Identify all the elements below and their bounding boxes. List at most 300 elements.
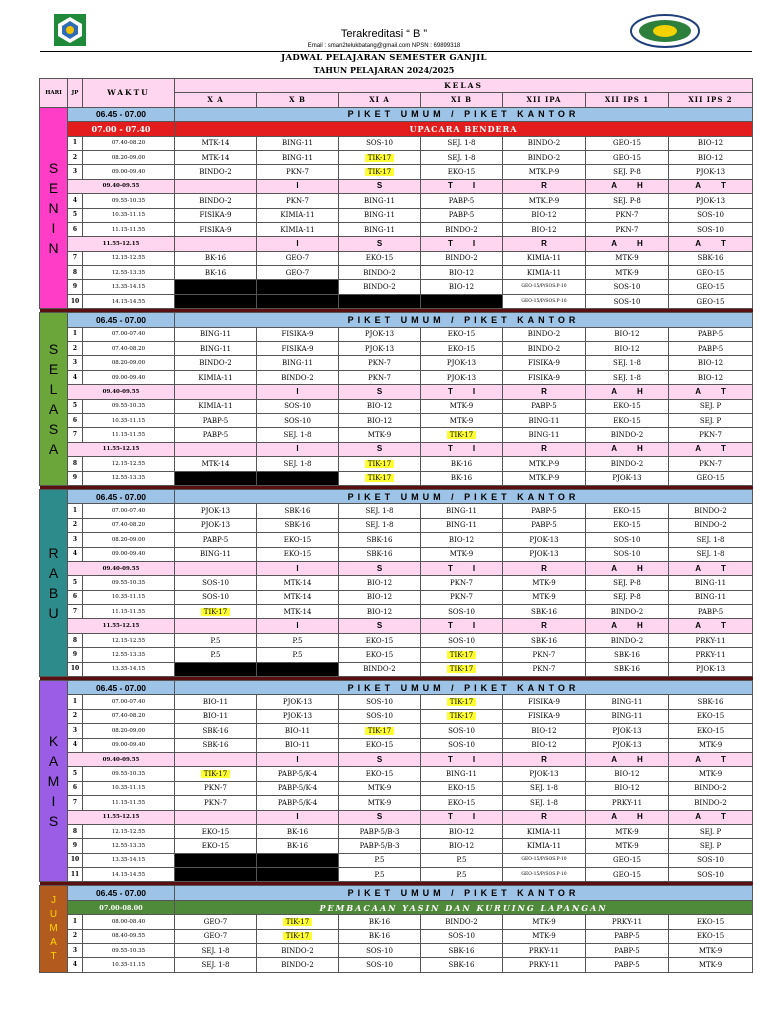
subject-cell: SEJ. 1-8	[669, 533, 753, 547]
day-letter: I	[51, 220, 56, 237]
subject-cell: SOS-10	[669, 222, 753, 236]
subject-cell: SOS-10	[421, 724, 503, 738]
istirahat-letter: S	[376, 238, 383, 248]
subject-cell: P.5	[175, 648, 257, 662]
period-number: 2	[68, 518, 83, 532]
subject-cell: PJOK-13	[339, 342, 421, 356]
schedule-row	[40, 662, 753, 676]
period-number: 1	[68, 327, 83, 341]
empty-cell	[175, 471, 257, 485]
istirahat-letter: H	[637, 238, 643, 248]
istirahat-letter: I	[472, 812, 476, 822]
subject-cell: GEO-15/P/SOS.P-10	[503, 280, 586, 294]
schedule-row	[40, 824, 753, 838]
istirahat-cell	[175, 179, 257, 193]
subject-cell: PJOK-13	[503, 533, 586, 547]
class-header: XII IPS 1	[586, 93, 669, 107]
istirahat-letter: A	[695, 238, 701, 248]
subject-cell: BINDO-2	[503, 342, 586, 356]
highlight-mark: TIK-17	[201, 608, 230, 616]
subject-cell: EKO-15	[339, 633, 421, 647]
subject-cell: SEJ. P	[669, 824, 753, 838]
istirahat-cell	[257, 810, 339, 824]
schedule-row	[40, 648, 753, 662]
time-cell: 10.35-11.15	[83, 590, 175, 604]
subject-cell: EKO-15	[339, 738, 421, 752]
istirahat-cell	[503, 442, 586, 456]
subject-cell: PKN-7	[339, 356, 421, 370]
period-number: 3	[68, 356, 83, 370]
subject-cell: PKN-7	[503, 648, 586, 662]
subject-cell: MTK-14	[257, 576, 339, 590]
day-label-selasa	[40, 313, 68, 486]
subject-cell: BK-16	[421, 471, 503, 485]
schedule-row	[40, 457, 753, 471]
subject-cell: SBK-16	[586, 662, 669, 676]
subject-cell: BINDO-2	[175, 356, 257, 370]
schedule-row	[40, 590, 753, 604]
istirahat-letter: S	[376, 444, 383, 454]
subject-cell: SEJ. 1-8	[586, 356, 669, 370]
subject-cell: BK-16	[257, 824, 339, 838]
subject-cell: SEJ. 1-8	[257, 428, 339, 442]
subject-cell: SBK-16	[339, 533, 421, 547]
break-time-cell: 11.55-12.15	[68, 442, 175, 456]
istirahat-letter: I	[296, 563, 299, 573]
subject-cell	[339, 457, 421, 471]
subject-cell: PKN-7	[257, 194, 339, 208]
period-number: 5	[68, 399, 83, 413]
subject-cell: SBK-16	[421, 944, 503, 958]
istirahat-letter: A	[695, 181, 701, 191]
schedule-row	[40, 767, 753, 781]
day-label-kamis	[40, 681, 68, 882]
period-number: 9	[68, 471, 83, 485]
schedule-row	[40, 724, 753, 738]
istirahat-letter: T	[447, 386, 453, 396]
time-cell: 12.15-12.55	[83, 251, 175, 265]
subject-cell: MTK-14	[257, 590, 339, 604]
subject-cell: KIMIA-11	[503, 824, 586, 838]
istirahat-cell	[175, 237, 257, 251]
empty-cell	[175, 868, 257, 882]
time-cell: 07.40-08.20	[83, 518, 175, 532]
subject-cell: PABP-5	[503, 399, 586, 413]
highlight-mark: TIK-17	[447, 431, 476, 439]
day-letter: M	[49, 923, 58, 935]
subject-cell: SEJ. 1-8	[421, 150, 503, 164]
subject-cell: BING-11	[339, 222, 421, 236]
istirahat-letter: S	[376, 563, 383, 573]
subject-cell: EKO-15	[339, 767, 421, 781]
subject-cell: MTK-14	[175, 150, 257, 164]
subject-cell: P.5	[421, 853, 503, 867]
subject-cell: BIO-12	[503, 208, 586, 222]
empty-cell	[175, 662, 257, 676]
istirahat-letter: A	[611, 621, 617, 631]
istirahat-cell	[339, 179, 421, 193]
schedule-row	[40, 504, 753, 518]
istirahat-letter: T	[447, 754, 453, 764]
time-cell: 13.35-14.15	[83, 853, 175, 867]
subject-cell: PABP-5	[586, 929, 669, 943]
subject-cell: BINDO-2	[503, 136, 586, 150]
table-header-row	[40, 79, 753, 93]
subject-cell: SOS-10	[586, 294, 669, 308]
day-letter: U	[49, 909, 58, 921]
subject-cell: BINDO-2	[339, 662, 421, 676]
hari-header: HARI	[40, 79, 68, 108]
istirahat-letter: S	[376, 812, 383, 822]
istirahat-letter: A	[611, 754, 617, 764]
subject-cell: EKO-15	[175, 824, 257, 838]
istirahat-cell	[257, 179, 339, 193]
subject-cell: BK-16	[421, 457, 503, 471]
period-number: 5	[68, 208, 83, 222]
class-header: X B	[257, 93, 339, 107]
subject-cell: FISIKA-9	[503, 370, 586, 384]
subject-cell: MTK.P-9	[503, 471, 586, 485]
subject-cell: SBK-16	[175, 724, 257, 738]
istirahat-letter: I	[472, 238, 476, 248]
piket-banner: PIKET UMUM / PIKET KANTOR	[175, 489, 753, 503]
istirahat-letter: I	[472, 181, 476, 191]
period-number: 9	[68, 839, 83, 853]
subject-cell: PKN-7	[257, 165, 339, 179]
subject-cell: FISIKA-9	[257, 327, 339, 341]
subject-cell	[421, 428, 503, 442]
subject-cell: BINDO-2	[669, 796, 753, 810]
period-number: 3	[68, 533, 83, 547]
subject-cell: MTK-9	[586, 839, 669, 853]
subject-cell: MTK-9	[421, 547, 503, 561]
subject-cell: SOS-10	[257, 399, 339, 413]
subject-cell: BK-16	[339, 929, 421, 943]
subject-cell: BK-16	[175, 266, 257, 280]
subject-cell: SBK-16	[339, 547, 421, 561]
empty-cell	[339, 294, 421, 308]
accreditation-text: Terakreditasi “ B ”	[340, 28, 428, 40]
subject-cell: PABP-5	[175, 428, 257, 442]
subject-cell: MTK-9	[503, 590, 586, 604]
day-letter: A	[50, 937, 57, 949]
subject-cell: PABP-5	[175, 413, 257, 427]
subject-cell: BING-11	[586, 695, 669, 709]
time-cell: 11.15-11.55	[83, 796, 175, 810]
subject-cell: SOS-10	[586, 280, 669, 294]
subject-cell: SEJ. 1-8	[175, 944, 257, 958]
subject-cell: PKN-7	[669, 428, 753, 442]
schedule-row	[40, 944, 753, 958]
istirahat-letter: T	[720, 754, 726, 764]
subject-cell: PABP-5	[669, 327, 753, 341]
schedule-row	[40, 547, 753, 561]
istirahat-letter: H	[637, 621, 643, 631]
subject-cell: KIMIA-11	[503, 839, 586, 853]
time-cell: 09.55-10.35	[83, 767, 175, 781]
subject-cell: BINDO-2	[586, 633, 669, 647]
time-cell: 10.35-11.15	[83, 208, 175, 222]
subject-cell: SBK-16	[175, 738, 257, 752]
period-number: 4	[68, 738, 83, 752]
subject-cell: PABP-5	[175, 533, 257, 547]
time-cell: 07.40-08.20	[83, 709, 175, 723]
subject-cell: BIO-12	[669, 136, 753, 150]
istirahat-cell	[503, 179, 586, 193]
break-time-cell: 11.55-12.15	[68, 619, 175, 633]
subject-cell: MTK-9	[503, 929, 586, 943]
subject-cell: SEJ. 1-8	[669, 547, 753, 561]
subject-cell: BINDO-2	[669, 504, 753, 518]
schedule-row	[40, 165, 753, 179]
period-number: 10	[68, 662, 83, 676]
class-header: XII IPS 2	[669, 93, 753, 107]
subject-cell: PKN-7	[586, 208, 669, 222]
period-number: 4	[68, 958, 83, 972]
istirahat-letter: R	[541, 563, 547, 573]
istirahat-letter: A	[611, 238, 617, 248]
istirahat-letter: T	[720, 238, 726, 248]
period-number: 4	[68, 194, 83, 208]
subject-cell: BINDO-2	[586, 605, 669, 619]
time-cell: 14.15-14.55	[83, 868, 175, 882]
subject-cell: SBK-16	[669, 695, 753, 709]
subject-cell: BING-11	[257, 150, 339, 164]
schedule-row	[40, 413, 753, 427]
subject-cell	[421, 648, 503, 662]
subject-cell: PRKY-11	[586, 915, 669, 929]
istirahat-letter: R	[541, 238, 547, 248]
istirahat-letter: H	[637, 181, 643, 191]
istirahat-cell	[175, 385, 257, 399]
subject-cell: BK-16	[175, 251, 257, 265]
day-letter: A	[48, 401, 59, 418]
period-number: 10	[68, 853, 83, 867]
subject-cell: BK-16	[257, 839, 339, 853]
subject-cell: BING-11	[669, 576, 753, 590]
time-cell: 12.15-12.55	[83, 824, 175, 838]
subject-cell: MTK-9	[669, 738, 753, 752]
subject-cell: BINDO-2	[503, 327, 586, 341]
istirahat-letter: T	[447, 444, 453, 454]
subject-cell: GEO-15	[586, 150, 669, 164]
subject-cell	[339, 150, 421, 164]
subject-cell: EKO-15	[586, 399, 669, 413]
subject-cell: PJOK-13	[669, 662, 753, 676]
empty-cell	[257, 868, 339, 882]
istirahat-cell	[586, 810, 669, 824]
schedule-row	[40, 237, 753, 251]
istirahat-letter: T	[447, 812, 453, 822]
period-number: 6	[68, 781, 83, 795]
piket-banner: PIKET UMUM / PIKET KANTOR	[175, 107, 753, 121]
time-cell: 11.15-11.55	[83, 428, 175, 442]
period-number: 6	[68, 413, 83, 427]
subject-cell	[175, 767, 257, 781]
subject-cell: GEO-15/P/SOS.P-10	[503, 868, 586, 882]
schedule-row	[40, 222, 753, 236]
schedule-row	[40, 356, 753, 370]
contact-text: Email : sman2telukbatang@gmail.com NPSN : 69899318	[307, 43, 461, 49]
day-letter: U	[48, 604, 59, 621]
subject-cell: BING-11	[669, 590, 753, 604]
schedule-row	[40, 280, 753, 294]
subject-cell: EKO-15	[669, 709, 753, 723]
subject-cell: BINDO-2	[257, 944, 339, 958]
istirahat-letter: T	[447, 238, 453, 248]
period-number: 1	[68, 915, 83, 929]
subject-cell: EKO-15	[669, 929, 753, 943]
istirahat-cell	[257, 385, 339, 399]
subject-cell: PJOK-13	[669, 165, 753, 179]
istirahat-cell	[669, 237, 753, 251]
subject-cell: PJOK-13	[257, 709, 339, 723]
subject-cell: SOS-10	[175, 590, 257, 604]
schedule-row	[40, 428, 753, 442]
page-subtitle: TAHUN PELAJARAN 2024/2025	[313, 65, 455, 75]
subject-cell: PABP-5	[503, 518, 586, 532]
subject-cell: MTK-14	[175, 457, 257, 471]
subject-cell: EKO-15	[339, 648, 421, 662]
subject-cell: BING-11	[175, 547, 257, 561]
schedule-row	[40, 136, 753, 150]
period-number: 7	[68, 605, 83, 619]
istirahat-cell	[586, 442, 669, 456]
istirahat-letter: R	[541, 181, 547, 191]
istirahat-letter: I	[472, 621, 476, 631]
subject-cell: SOS-10	[175, 576, 257, 590]
schedule-row	[40, 695, 753, 709]
subject-cell: BK-16	[339, 915, 421, 929]
istirahat-letter: A	[611, 444, 617, 454]
subject-cell: PRKY-11	[503, 958, 586, 972]
break-time-cell: 11.55-12.15	[68, 237, 175, 251]
time-cell: 07.40-08.20	[83, 136, 175, 150]
time-cell: 07.00 - 07.40	[68, 122, 175, 136]
subject-cell: SEJ. P-8	[586, 576, 669, 590]
subject-cell: MTK-14	[257, 605, 339, 619]
subject-cell: GEO-15	[669, 471, 753, 485]
subject-cell: PJOK-13	[175, 518, 257, 532]
subject-cell: EKO-15	[669, 915, 753, 929]
subject-cell: GEO-15	[669, 266, 753, 280]
period-number: 3	[68, 944, 83, 958]
subject-cell: FISIKA-9	[503, 695, 586, 709]
period-number: 6	[68, 222, 83, 236]
time-cell: 12.55-13.35	[83, 648, 175, 662]
subject-cell: EKO-15	[586, 413, 669, 427]
subject-cell: KIMIA-11	[257, 222, 339, 236]
subject-cell: SOS-10	[669, 208, 753, 222]
time-cell: 12.15-12.55	[83, 457, 175, 471]
time-cell: 08.40-09.55	[83, 929, 175, 943]
istirahat-letter: R	[541, 621, 547, 631]
subject-cell: SBK-16	[503, 633, 586, 647]
schedule-row	[40, 194, 753, 208]
highlight-mark: TIK-17	[365, 154, 394, 162]
subject-cell: SEJ. 1-8	[421, 136, 503, 150]
schedule-row	[40, 399, 753, 413]
schedule-row	[40, 107, 753, 121]
subject-cell: PKN-7	[586, 222, 669, 236]
subject-cell: BIO-12	[503, 222, 586, 236]
day-label-jumat	[40, 886, 68, 972]
highlight-mark: TIK-17	[365, 727, 394, 735]
subject-cell: BINDO-2	[257, 370, 339, 384]
istirahat-cell	[175, 561, 257, 575]
subject-cell	[175, 605, 257, 619]
subject-cell: PRKY-11	[669, 633, 753, 647]
period-number: 8	[68, 266, 83, 280]
istirahat-cell	[421, 619, 503, 633]
istirahat-letter: R	[541, 386, 547, 396]
schedule-row	[40, 853, 753, 867]
schedule-row	[40, 900, 753, 914]
subject-cell: SEJ. P	[669, 399, 753, 413]
subject-cell: BINDO-2	[339, 280, 421, 294]
subject-cell: BIO-12	[339, 413, 421, 427]
subject-cell: EKO-15	[421, 781, 503, 795]
period-number: 9	[68, 648, 83, 662]
subject-cell: MTK-9	[669, 767, 753, 781]
subject-cell: MTK-9	[503, 915, 586, 929]
piket-banner: PIKET UMUM / PIKET KANTOR	[175, 681, 753, 695]
subject-cell: MTK.P-9	[503, 165, 586, 179]
subject-cell: PABP-5/B-3	[339, 839, 421, 853]
subject-cell: GEO-7	[175, 929, 257, 943]
jp-header: JP	[68, 79, 83, 108]
istirahat-cell	[175, 810, 257, 824]
subject-cell	[421, 709, 503, 723]
time-cell: 06.45 - 07.00	[68, 489, 175, 503]
period-number: 2	[68, 342, 83, 356]
empty-cell	[175, 280, 257, 294]
schedule-row	[40, 929, 753, 943]
schedule-row	[40, 633, 753, 647]
subject-cell: PKN-7	[503, 662, 586, 676]
istirahat-letter: I	[296, 238, 299, 248]
istirahat-cell	[669, 179, 753, 193]
subject-cell: PABP-5	[586, 958, 669, 972]
istirahat-letter: T	[447, 563, 453, 573]
subject-cell: FISIKA-9	[175, 222, 257, 236]
istirahat-cell	[175, 619, 257, 633]
highlight-mark: TIK-17	[447, 665, 476, 673]
time-cell: 12.55-13.35	[83, 266, 175, 280]
subject-cell: EKO-15	[257, 547, 339, 561]
time-cell: 06.45 - 07.00	[68, 681, 175, 695]
subject-cell: GEO-15	[586, 868, 669, 882]
subject-cell: BIO-12	[669, 370, 753, 384]
subject-cell: SEJ. P-8	[586, 194, 669, 208]
day-letter: A	[48, 564, 59, 581]
class-header: XII IPA	[503, 93, 586, 107]
subject-cell: SBK-16	[586, 648, 669, 662]
schedule-row	[40, 266, 753, 280]
istirahat-letter: I	[472, 563, 476, 573]
subject-cell: MTK-9	[421, 413, 503, 427]
period-number: 2	[68, 150, 83, 164]
istirahat-letter: A	[611, 812, 617, 822]
subject-cell: PKN-7	[339, 370, 421, 384]
subject-cell: EKO-15	[421, 165, 503, 179]
period-number: 10	[68, 294, 83, 308]
subject-cell: GEO-15	[586, 853, 669, 867]
break-time-cell: 09.40-09.55	[68, 561, 175, 575]
upacara-banner: UPACARA BENDERA	[175, 122, 753, 136]
istirahat-letter: S	[376, 621, 383, 631]
subject-cell: BINDO-2	[586, 428, 669, 442]
